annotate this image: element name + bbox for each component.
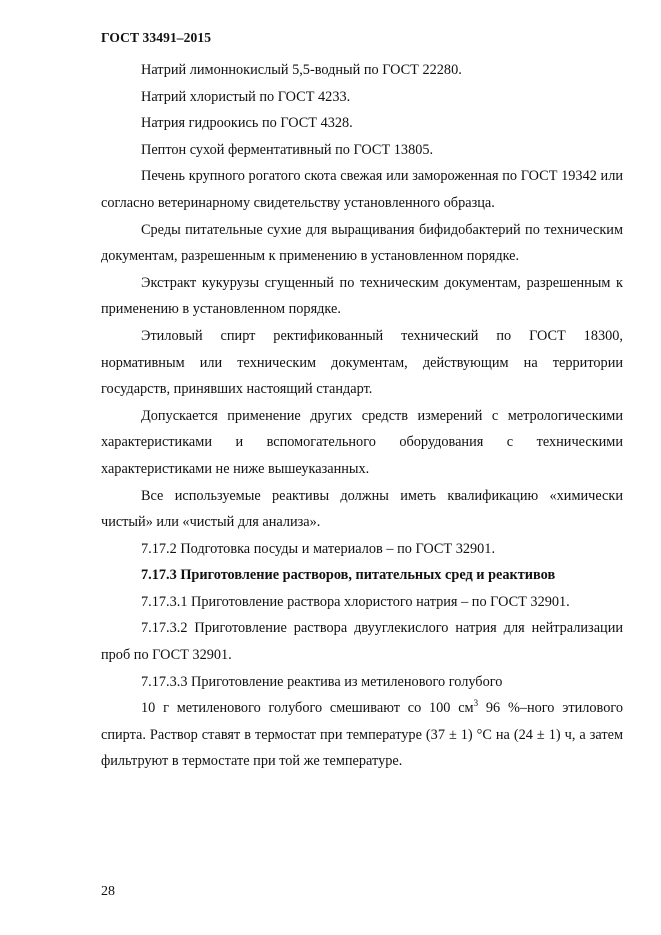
paragraph-sodium-citrate: Натрий лимоннокислый 5,5-водный по ГОСТ 22280. bbox=[141, 62, 462, 78]
paragraph-liver: Печень крупного рогатого скота свежая или замороженная по ГОСТ 19342 или согласно ветеринарному свидетельству установленного образца. bbox=[101, 168, 623, 211]
paragraph-corn-extract: Экстракт кукурузы сгущенный по техническим документам, разрешенным к применению в установленном порядке. bbox=[101, 274, 623, 318]
procedure-text-part1: 10 г метиленового голубого смешивают со 100 см bbox=[141, 700, 474, 717]
paragraph-nutrient-media: Среды питательные сухие для выращивания бифидобактерий по техническим документам, разрешенным к применению в установленном порядке. bbox=[101, 221, 623, 265]
section-7-17-3-heading: 7.17.3 Приготовление растворов, питательных сред и реактивов bbox=[141, 567, 556, 584]
paragraph-allowed-equipment: Допускается применение других средств измерений с метрологическими характеристиками и вспомогательного оборудования с техническими характеристиками не ниже вышеуказанных. bbox=[101, 407, 623, 477]
section-7-17-3-3: 7.17.3.3 Приготовление реактива из метиленового голубого bbox=[141, 673, 503, 690]
paragraph-reagent-qualification: Все используемые реактивы должны иметь квалификацию «химически чистый» или «чистый для анализа». bbox=[101, 487, 623, 531]
document-header: ГОСТ 33491–2015 bbox=[101, 30, 212, 45]
procedure-text-part2: 96 %–ного этилового спирта. Раствор ставят в термостат при температуре (37 ± 1) °С на (24 ± 1) ч, а затем фильтруют в термостате при той же температуре. bbox=[101, 700, 624, 770]
paragraph-methylene-blue-procedure bbox=[101, 695, 623, 775]
superscript-3: 3 bbox=[473, 698, 479, 709]
section-7-17-2: 7.17.2 Подготовка посуды и материалов – по ГОСТ 32901. bbox=[141, 540, 496, 557]
section-7-17-3-1: 7.17.3.1 Приготовление раствора хлористого натрия – по ГОСТ 32901. bbox=[141, 593, 570, 610]
paragraph-sodium-hydroxide: Натрия гидроокись по ГОСТ 4328. bbox=[141, 115, 353, 132]
section-7-17-3-2: 7.17.3.2 Приготовление раствора двууглекислого натрия для нейтрализации проб по ГОСТ 32901. bbox=[101, 620, 623, 664]
document-body bbox=[101, 57, 623, 775]
paragraph-peptone: Пептон сухой ферментативный по ГОСТ 13805. bbox=[141, 141, 434, 158]
paragraph-ethyl-alcohol: Этиловый спирт ректификованный технический по ГОСТ 18300, нормативным или техническим документам, действующим на территории государств, принявших настоящий стандарт. bbox=[101, 327, 623, 398]
page-number: 28 bbox=[101, 884, 115, 899]
paragraph-sodium-chloride: Натрий хлористый по ГОСТ 4233. bbox=[141, 88, 351, 105]
